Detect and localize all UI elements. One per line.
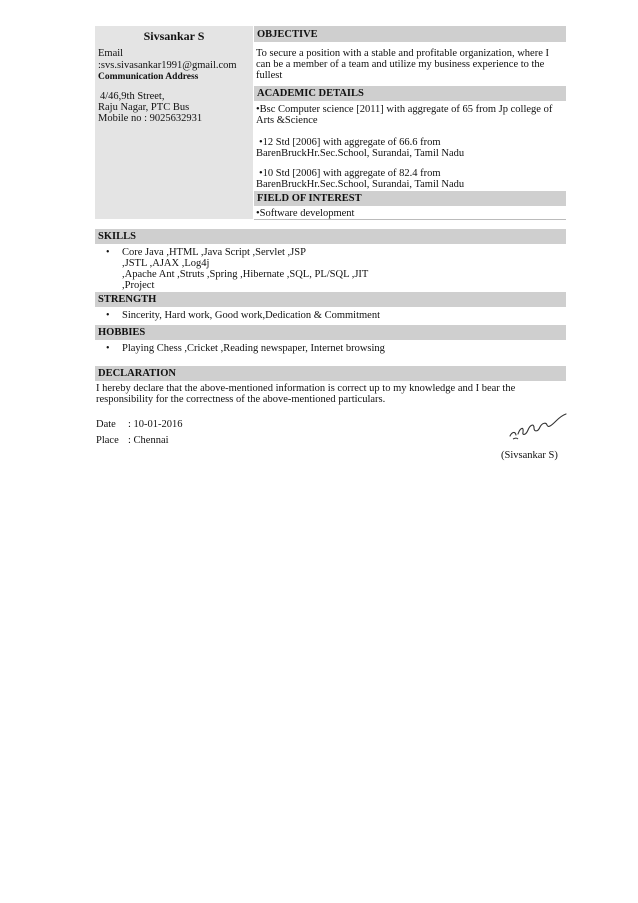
objective-heading-text: OBJECTIVE [257, 29, 318, 40]
academic-item: BarenBruckHr.Sec.School, Surandai, Tamil Nadu [256, 179, 465, 190]
address-line: 4/46,9th Street, [100, 91, 165, 102]
academic-item: •12 Std [2006] with aggregate of 66.6 from [259, 137, 441, 148]
hobbies-text: Playing Chess ,Cricket ,Reading newspaper, Internet browsing [122, 343, 385, 354]
date-label: Date [96, 419, 116, 430]
date-value: : 10-01-2016 [128, 419, 183, 430]
bullet-icon: • [106, 343, 110, 354]
academic-item: BarenBruckHr.Sec.School, Surandai, Tamil Nadu [256, 148, 465, 159]
bullet-icon: • [106, 310, 110, 321]
signature-drawing [506, 410, 568, 442]
skills-line: ,JSTL ,AJAX ,Log4j [122, 258, 210, 269]
email-label: Email [98, 48, 124, 59]
place-value: : Chennai [128, 435, 169, 446]
skills-line: ,Project [122, 280, 155, 291]
interest-item: •Software development [256, 208, 355, 219]
declaration-heading [95, 366, 566, 381]
objective-line: fullest [256, 70, 283, 81]
signature-name: (Sivsankar S) [501, 450, 558, 461]
skills-heading [95, 229, 566, 244]
academic-item: •10 Std [2006] with aggregate of 82.4 from [259, 168, 441, 179]
academic-heading-text: ACADEMIC DETAILS [257, 88, 364, 99]
address-line: Raju Nagar, PTC Bus [98, 102, 190, 113]
signature-image [506, 410, 568, 442]
strength-heading-text: STRENGTH [98, 294, 157, 305]
skills-line: ,Apache Ant ,Struts ,Spring ,Hibernate ,SQL, PL/SQL ,JIT [122, 269, 369, 280]
interest-divider [254, 219, 566, 220]
strength-heading [95, 292, 566, 307]
skills-line: Core Java ,HTML ,Java Script ,Servlet ,JSP [122, 247, 306, 258]
declaration-line: responsibility for the correctness of the above-mentioned particulars. [96, 394, 386, 405]
mobile-number: Mobile no : 9025632931 [98, 113, 203, 124]
declaration-line: I hereby declare that the above-mentioned information is correct up to my knowledge and I bear the [96, 383, 516, 394]
academic-item: •Bsc Computer science [2011] with aggregate of 65 from Jp college of [256, 104, 553, 115]
interest-heading [254, 191, 566, 206]
email-value: :svs.sivasankar1991@gmail.com [98, 60, 237, 71]
objective-heading [254, 26, 566, 42]
objective-line: To secure a position with a stable and profitable organization, where I [256, 48, 549, 59]
hobbies-heading [95, 325, 566, 340]
objective-line: can be a member of a team and utilize my business experience to the [256, 59, 545, 70]
strength-text: Sincerity, Hard work, Good work,Dedication & Commitment [122, 310, 380, 321]
place-label: Place [96, 435, 119, 446]
academic-item: Arts &Science [256, 115, 318, 126]
candidate-name: Sivsankar S [143, 29, 205, 43]
interest-heading-text: FIELD OF INTEREST [257, 193, 362, 204]
declaration-heading-text: DECLARATION [98, 368, 176, 379]
hobbies-heading-text: HOBBIES [98, 327, 146, 338]
bullet-icon: • [106, 247, 110, 258]
skills-heading-text: SKILLS [98, 231, 136, 242]
academic-heading [254, 86, 566, 101]
communication-address-label: Communication Address [98, 72, 199, 82]
